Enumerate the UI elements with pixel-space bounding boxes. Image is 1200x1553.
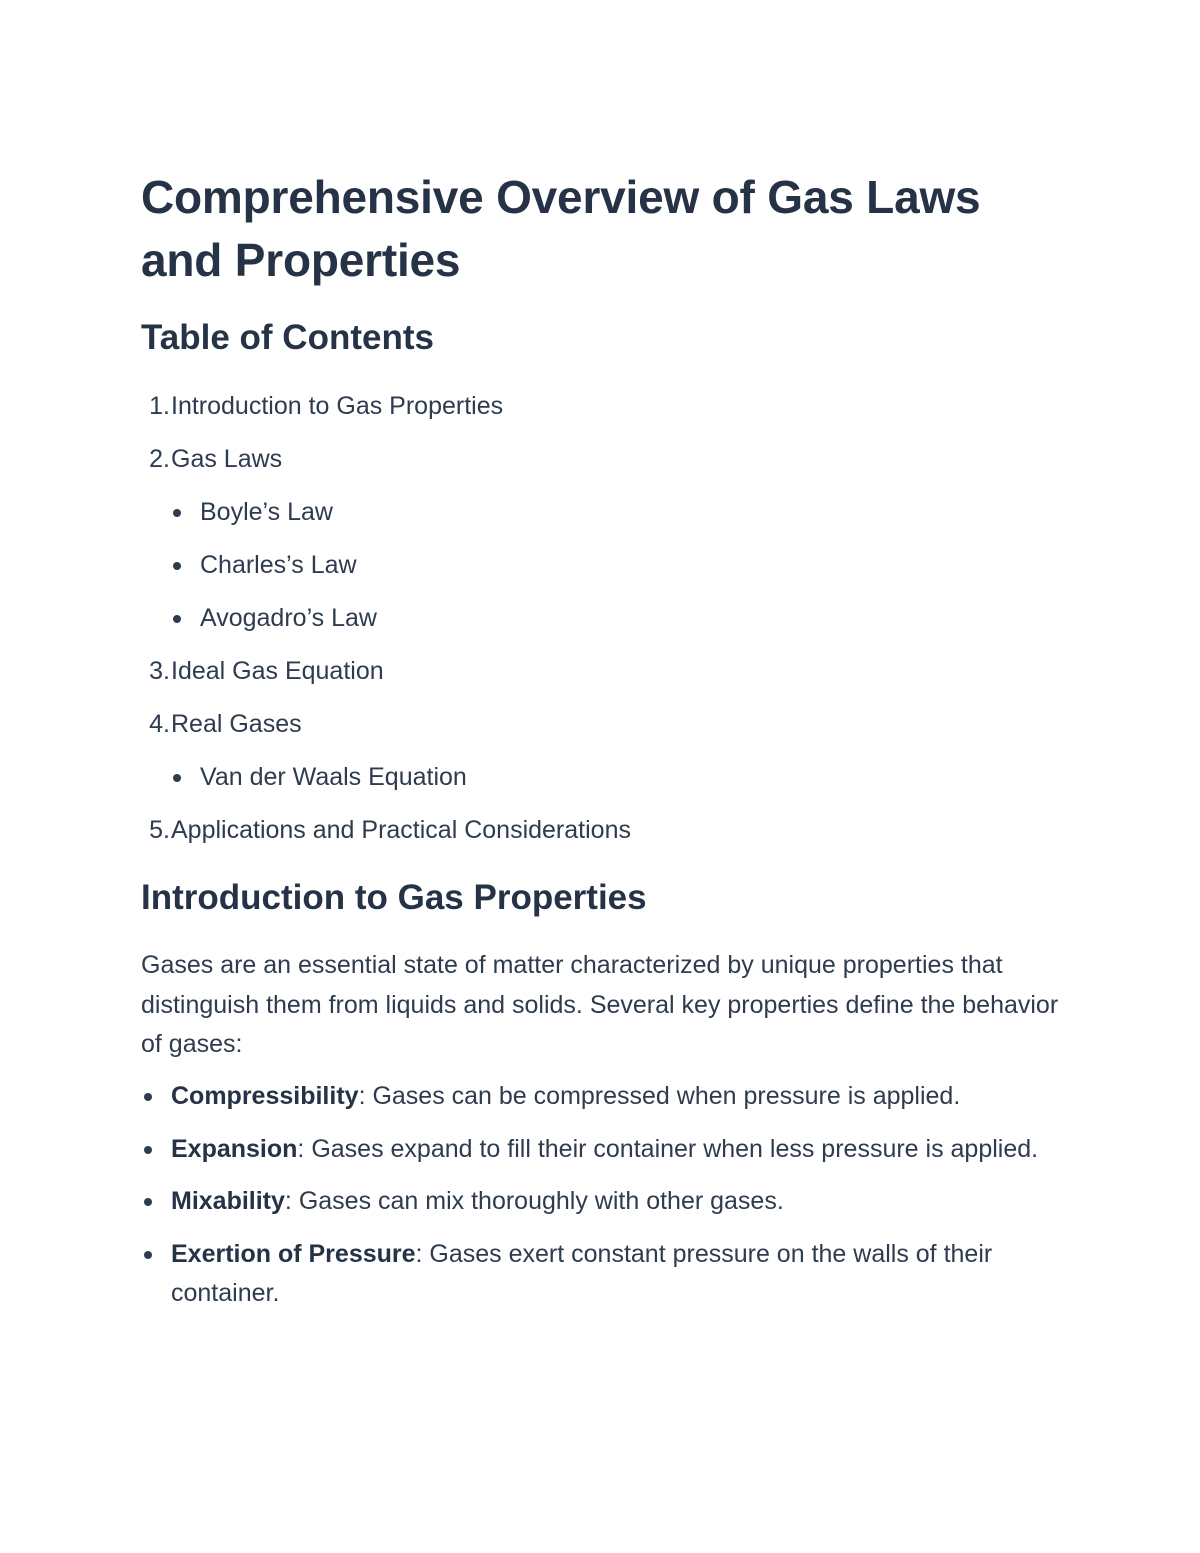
intro-paragraph: Gases are an essential state of matter characterized by unique properties that distinguish them from liquids and solids. Several key properties define the behavior of gases: [141, 951, 1059, 1058]
toc-item-ideal-gas-equation [141, 649, 1041, 702]
list-item-expansion [141, 1130, 1061, 1170]
list-item-exertion-of-pressure [141, 1235, 1061, 1314]
toc-subitem-boyles-law [141, 490, 1041, 543]
property-description: : Gases expand to fill their container when less pressure is applied. [297, 1134, 1039, 1163]
document-title: Comprehensive Overview of Gas Laws and Properties [141, 171, 981, 286]
toc-item-number: 3. [149, 657, 170, 685]
bullet-icon [173, 509, 181, 517]
property-description: : Gases can be compressed when pressure is applied. [358, 1082, 961, 1110]
toc-item-number: 5. [149, 816, 170, 844]
property-term: Mixability [171, 1187, 285, 1215]
toc-item-label: Real Gases [171, 710, 302, 738]
list-item-compressibility [141, 1077, 1061, 1117]
toc-item-introduction [141, 384, 1041, 437]
bullet-icon [173, 562, 181, 570]
property-term: Exertion of Pressure [171, 1239, 416, 1268]
property-term: Expansion [171, 1134, 298, 1163]
gas-properties-list [141, 1077, 1061, 1327]
toc-subitem-charles-law [141, 543, 1041, 596]
toc-subitem-van-der-waals [141, 755, 1041, 808]
toc-item-number: 1. [149, 392, 170, 420]
toc-item-label: Gas Laws [171, 445, 283, 473]
toc-item-label: Ideal Gas Equation [171, 657, 384, 685]
toc-item-label: Boyle’s Law [200, 498, 333, 526]
toc-item-label: Van der Waals Equation [200, 763, 467, 791]
bullet-icon [173, 615, 181, 623]
list-item-mixability [141, 1182, 1061, 1222]
toc-item-label: Introduction to Gas Properties [171, 392, 504, 420]
toc-item-number: 2. [149, 445, 170, 473]
table-of-contents [141, 384, 1041, 861]
toc-item-number: 4. [149, 710, 170, 738]
toc-item-label: Charles’s Law [200, 551, 357, 579]
toc-heading: Table of Contents [141, 318, 434, 357]
bullet-icon [144, 1146, 152, 1154]
toc-item-label: Applications and Practical Considerations [171, 816, 631, 844]
toc-item-applications [141, 808, 1041, 861]
property-term: Compressibility [171, 1082, 359, 1110]
section-heading-introduction: Introduction to Gas Properties [141, 878, 647, 917]
bullet-icon [173, 774, 181, 782]
toc-item-real-gases [141, 702, 1041, 755]
toc-subitem-avogadros-law [141, 596, 1041, 649]
toc-item-label: Avogadro’s Law [200, 604, 377, 632]
toc-item-gas-laws [141, 437, 1041, 490]
bullet-icon [144, 1093, 152, 1101]
bullet-icon [144, 1198, 152, 1206]
property-description: : Gases can mix thoroughly with other gases. [284, 1187, 784, 1215]
property-description: : Gases exert constant pressure on the walls of their container. [171, 1239, 993, 1307]
bullet-icon [144, 1251, 152, 1259]
